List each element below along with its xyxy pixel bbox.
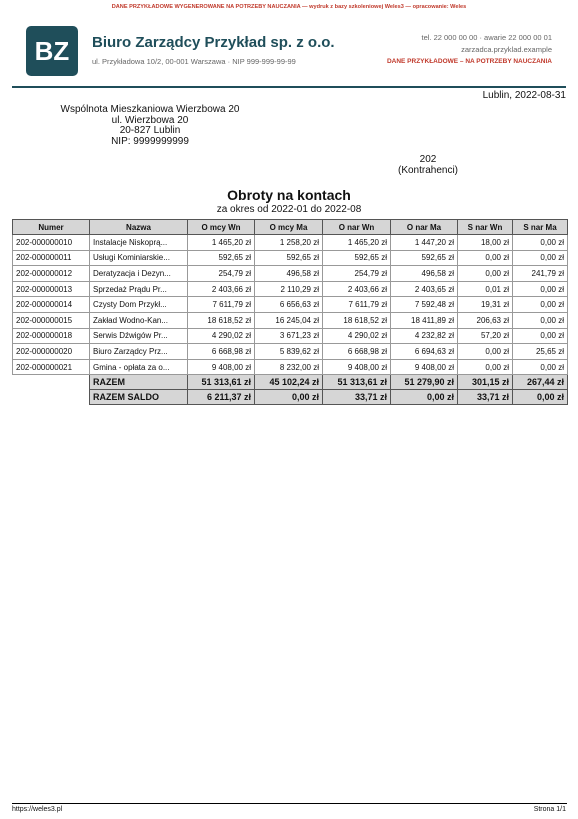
table-cell: 202-000000014 — [13, 297, 90, 313]
company-contact-web: zarzadca.przyklad.example — [461, 45, 552, 54]
table-cell: Zakład Wodno-Kan... — [90, 312, 188, 328]
table-cell: 6 694,63 zł — [391, 344, 458, 360]
table-row — [13, 344, 568, 360]
table-cell: Instalacje Niskoprą... — [90, 235, 188, 251]
table-cell: 2 110,29 zł — [255, 281, 323, 297]
table-cell: 51 279,90 zł — [391, 375, 458, 390]
table-cell: 267,44 zł — [513, 375, 568, 390]
table-cell: 0,00 zł — [513, 250, 568, 266]
table-cell: 2 403,65 zł — [391, 281, 458, 297]
table-cell: 202-000000012 — [13, 266, 90, 282]
table-cell: 0,00 zł — [513, 235, 568, 251]
company-logo: BZ — [26, 26, 78, 76]
table-cell: 592,65 zł — [188, 250, 255, 266]
table-cell: 0,00 zł — [513, 359, 568, 375]
table-cell: 9 408,00 zł — [391, 359, 458, 375]
table-row — [13, 235, 568, 251]
table-cell: Czysty Dom Przykł... — [90, 297, 188, 313]
table-row — [13, 281, 568, 297]
table-cell: Sprzedaż Prądu Pr... — [90, 281, 188, 297]
table-cell: 0,00 zł — [458, 266, 513, 282]
table-cell: 202-000000021 — [13, 359, 90, 375]
company-name: Biuro Zarządcy Przykład sp. z o.o. — [92, 34, 335, 51]
saldo-label: RAZEM SALDO — [90, 390, 188, 405]
table-row — [13, 266, 568, 282]
table-cell: 7 611,79 zł — [188, 297, 255, 313]
table-cell: 4 290,02 zł — [323, 328, 391, 344]
column-header: S nar Wn — [458, 220, 513, 235]
table-cell: 8 232,00 zł — [255, 359, 323, 375]
table-cell: 4 232,82 zł — [391, 328, 458, 344]
table-cell: 18 618,52 zł — [323, 312, 391, 328]
company-contact-phone: tel. 22 000 00 00 · awarie 22 000 00 01 — [421, 33, 552, 42]
table-cell: 0,00 zł — [458, 250, 513, 266]
account-number: 202 — [419, 154, 437, 165]
header-divider — [12, 86, 566, 88]
table-cell: 254,79 zł — [188, 266, 255, 282]
addressee-block — [40, 105, 260, 147]
table-cell: 0,00 zł — [391, 390, 458, 405]
table-cell: 592,65 zł — [255, 250, 323, 266]
column-header: O nar Wn — [323, 220, 391, 235]
table-cell: 18,00 zł — [458, 235, 513, 251]
table-cell: 9 408,00 zł — [188, 359, 255, 375]
table-cell: 16 245,04 zł — [255, 312, 323, 328]
table-cell: 7 611,79 zł — [323, 297, 391, 313]
table-cell: 51 313,61 zł — [188, 375, 255, 390]
table-cell: 202-000000015 — [13, 312, 90, 328]
table-cell: 33,71 zł — [458, 390, 513, 405]
table-row — [13, 328, 568, 344]
table-cell: 1 258,20 zł — [255, 235, 323, 251]
table-cell: Serwis Dźwigów Pr... — [90, 328, 188, 344]
table-row — [13, 359, 568, 375]
table-cell: 592,65 zł — [391, 250, 458, 266]
table-cell: 6 668,98 zł — [188, 344, 255, 360]
table-row — [13, 312, 568, 328]
totals-label: RAZEM — [90, 375, 188, 390]
table-cell: 0,00 zł — [513, 281, 568, 297]
table-row — [13, 250, 568, 266]
table-cell: 0,00 zł — [458, 344, 513, 360]
table-cell: Biuro Zarządcy Prz... — [90, 344, 188, 360]
table-cell: 202-000000011 — [13, 250, 90, 266]
table-cell: 202-000000013 — [13, 281, 90, 297]
table-cell: 1 465,20 zł — [323, 235, 391, 251]
table-cell: 202-000000010 — [13, 235, 90, 251]
table-cell: 2 403,66 zł — [188, 281, 255, 297]
company-address: ul. Przykładowa 10/2, 00-001 Warszawa · NIP 999-999-99-99 — [92, 57, 296, 66]
table-cell: 1 465,20 zł — [188, 235, 255, 251]
page-number: Strona 1/1 — [533, 806, 566, 813]
document-subtitle: za okres od 2022-01 do 2022-08 — [216, 204, 362, 215]
table-cell: 6 656,63 zł — [255, 297, 323, 313]
table-cell: 241,79 zł — [513, 266, 568, 282]
table-cell: 0,00 zł — [458, 359, 513, 375]
column-header: O mcy Wn — [188, 220, 255, 235]
table-cell: 301,15 zł — [458, 375, 513, 390]
table-cell: 592,65 zł — [323, 250, 391, 266]
turnover-table — [12, 219, 568, 405]
table-cell: Gmina - opłata za o... — [90, 359, 188, 375]
addressee-city: 20-827 Lublin — [119, 125, 181, 136]
table-cell: 496,58 zł — [255, 266, 323, 282]
column-header: O mcy Ma — [255, 220, 323, 235]
table-cell: 45 102,24 zł — [255, 375, 323, 390]
table-cell: 1 447,20 zł — [391, 235, 458, 251]
table-cell: 206,63 zł — [458, 312, 513, 328]
document-title: Obroty na kontach — [227, 187, 351, 203]
saldo-row — [13, 390, 568, 405]
table-cell: 3 671,23 zł — [255, 328, 323, 344]
table-cell: 57,20 zł — [458, 328, 513, 344]
table-cell: 0,00 zł — [255, 390, 323, 405]
document-date: Lublin, 2022-08-31 — [482, 90, 566, 101]
table-cell: Usługi Kominiarskie... — [90, 250, 188, 266]
column-header: Numer — [13, 220, 90, 235]
table-header-row — [13, 220, 568, 235]
column-header: Nazwa — [90, 220, 188, 235]
footer-website-link[interactable]: https://weles3.pl — [12, 806, 63, 813]
footer-divider — [12, 803, 567, 804]
table-cell: 6 211,37 zł — [188, 390, 255, 405]
table-row — [13, 297, 568, 313]
table-cell: 18 411,89 zł — [391, 312, 458, 328]
table-cell: 202-000000018 — [13, 328, 90, 344]
table-cell: 51 313,61 zł — [323, 375, 391, 390]
table-cell: 496,58 zł — [391, 266, 458, 282]
table-cell: 18 618,52 zł — [188, 312, 255, 328]
table-cell: Deratyzacja i Dezyn... — [90, 266, 188, 282]
column-header: S nar Ma — [513, 220, 568, 235]
addressee-name: Wspólnota Mieszkaniowa Wierzbowa 20 — [60, 104, 240, 115]
account-block — [380, 155, 476, 176]
column-header: O nar Ma — [391, 220, 458, 235]
table-cell: 33,71 zł — [323, 390, 391, 405]
table-cell: 0,00 zł — [513, 297, 568, 313]
table-cell: 0,01 zł — [458, 281, 513, 297]
table-cell: 9 408,00 zł — [323, 359, 391, 375]
table-cell: 5 839,62 zł — [255, 344, 323, 360]
table-cell: 0,00 zł — [513, 390, 568, 405]
top-banner: DANE PRZYKŁADOWE WYGENEROWANE NA POTRZEBY NAUCZANIA — wydruk z bazy szkoleniowej Weles3 — opracowanie: Weles — [111, 4, 467, 10]
table-cell: 254,79 zł — [323, 266, 391, 282]
addressee-street: ul. Wierzbowa 20 — [111, 114, 189, 126]
table-cell: 202-000000020 — [13, 344, 90, 360]
totals-row — [13, 375, 568, 390]
account-name: (Kontrahenci) — [397, 164, 459, 176]
table-cell: 0,00 zł — [513, 328, 568, 344]
table-cell: 4 290,02 zł — [188, 328, 255, 344]
table-cell: 25,65 zł — [513, 344, 568, 360]
table-cell: 19,31 zł — [458, 297, 513, 313]
table-cell: 7 592,48 zł — [391, 297, 458, 313]
table-cell: 6 668,98 zł — [323, 344, 391, 360]
company-contact-note: DANE PRZYKŁADOWE – NA POTRZEBY NAUCZANIA — [386, 58, 552, 65]
table-cell: 2 403,66 zł — [323, 281, 391, 297]
addressee-nip: NIP: 9999999999 — [111, 135, 189, 147]
table-cell: 0,00 zł — [513, 312, 568, 328]
